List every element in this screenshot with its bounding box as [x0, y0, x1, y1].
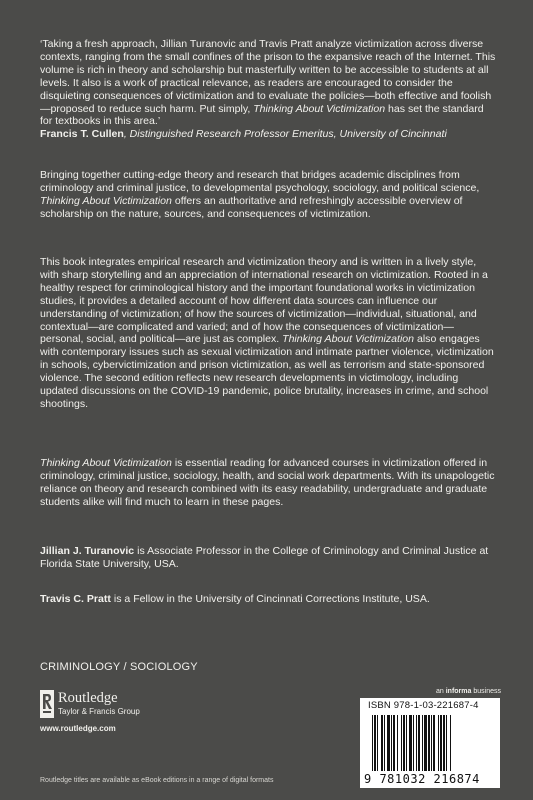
description-paragraph-1	[40, 169, 496, 221]
endorser-role: , Distinguished Research Professor Emeritus, University of Cincinnati	[123, 128, 447, 141]
ebook-note: Routledge titles are available as eBook editions in a range of digital formats	[40, 777, 274, 784]
author-name: Jillian J. Turanovic	[40, 545, 135, 557]
author-bio-1	[40, 545, 496, 571]
subject-category: CRIMINOLOGY / SOCIOLOGY	[40, 661, 198, 673]
publisher-group: Taylor & Francis Group	[58, 707, 140, 716]
barcode-icon	[368, 715, 492, 771]
quote-text-end: has set the standard for textbooks in this area.’	[40, 102, 484, 128]
routledge-logo-icon	[40, 690, 54, 718]
description-paragraph-2	[40, 256, 496, 411]
informa-tagline	[436, 688, 501, 695]
paragraph-text: This book integrates empirical research and victimization theory and is written in a lively style, with sharp storytelling and an appreciation of international research on victimization. Rooted in a healthy respect for criminological history and the important foundational works in victimization studies, it provides a detailed account of how different data sources can influence our understanding of victimization; of how the sources of victimization—individual, situational, and contextual—are complicated and varied; and of how the consequences of victimization—personal, social, and political—are just as complex.	[40, 256, 488, 346]
book-title-inline: Thinking About Victimization	[40, 194, 172, 207]
paragraph-text: offers an authoritative and refreshingly accessible overview of scholarship on the nature, sources, and consequences of victimization.	[40, 194, 463, 220]
paragraph-text: Bringing together cutting-edge theory and research that bridges academic disciplines from criminology and criminal justice, to developmental psychology, sociology, and political science,	[40, 169, 480, 194]
description-paragraph-3	[40, 457, 496, 509]
endorsement-quote	[40, 38, 496, 141]
publisher-block	[40, 690, 180, 732]
informa-brand: informa	[445, 688, 472, 695]
barcode-number: 9 781032 216874	[364, 772, 480, 786]
barcode-box	[360, 698, 500, 788]
paragraph-text: is essential reading for advanced courses in victimization offered in criminology, criminal justice, sociology, health, and social work departments. With its unapologetic reliance on theory and research combined with its easy readability, undergraduate and graduate students alike will find much to learn in these pages.	[40, 457, 495, 508]
author-bio-text: is Associate Professor in the College of Criminology and Criminal Justice at Florida State University, USA.	[40, 545, 489, 570]
paragraph-text: also engages with contemporary issues such as sexual victimization and intimate partner violence, victimization in schools, cybervictimization and prison victimization, as well as terrorism and state-sponsored violence. The second edition reflects new research developments in victimology, including updated discussions on the COVID-19 pandemic, police brutality, increases in crime, and school shootings.	[40, 333, 494, 410]
quote-text: ‘Taking a fresh approach, Jillian Turanovic and Travis Pratt analyze victimization across diverse contexts, ranging from the small confines of the prison to the expansive reach of the Internet. This volume is rich in theory and scholarship but masterfully written to be accessible to students at all levels. It also is a work of practical relevance, as readers are encouraged to consider the disquieting consequences of victimization and to evaluate the policies—both effective and foolish—proposed to reduce such harm. Put simply,	[40, 38, 496, 115]
author-bio-text: is a Fellow in the University of Cincinnati Corrections Institute, USA.	[110, 593, 430, 605]
publisher-name: Routledge	[58, 690, 118, 706]
book-title-inline: Thinking About Victimization	[282, 333, 415, 346]
publisher-url[interactable]: www.routledge.com	[40, 724, 116, 733]
quote-book-title: Thinking About Victimization	[253, 102, 386, 115]
book-title-inline: Thinking About Victimization	[40, 457, 172, 469]
author-bio-2	[40, 593, 496, 606]
informa-suffix: business	[471, 688, 501, 695]
informa-prefix: an	[436, 688, 446, 695]
author-name: Travis C. Pratt	[40, 593, 111, 605]
isbn-label: ISBN 978-1-03-221687-4	[368, 700, 479, 711]
endorser-name: Francis T. Cullen	[40, 128, 124, 141]
